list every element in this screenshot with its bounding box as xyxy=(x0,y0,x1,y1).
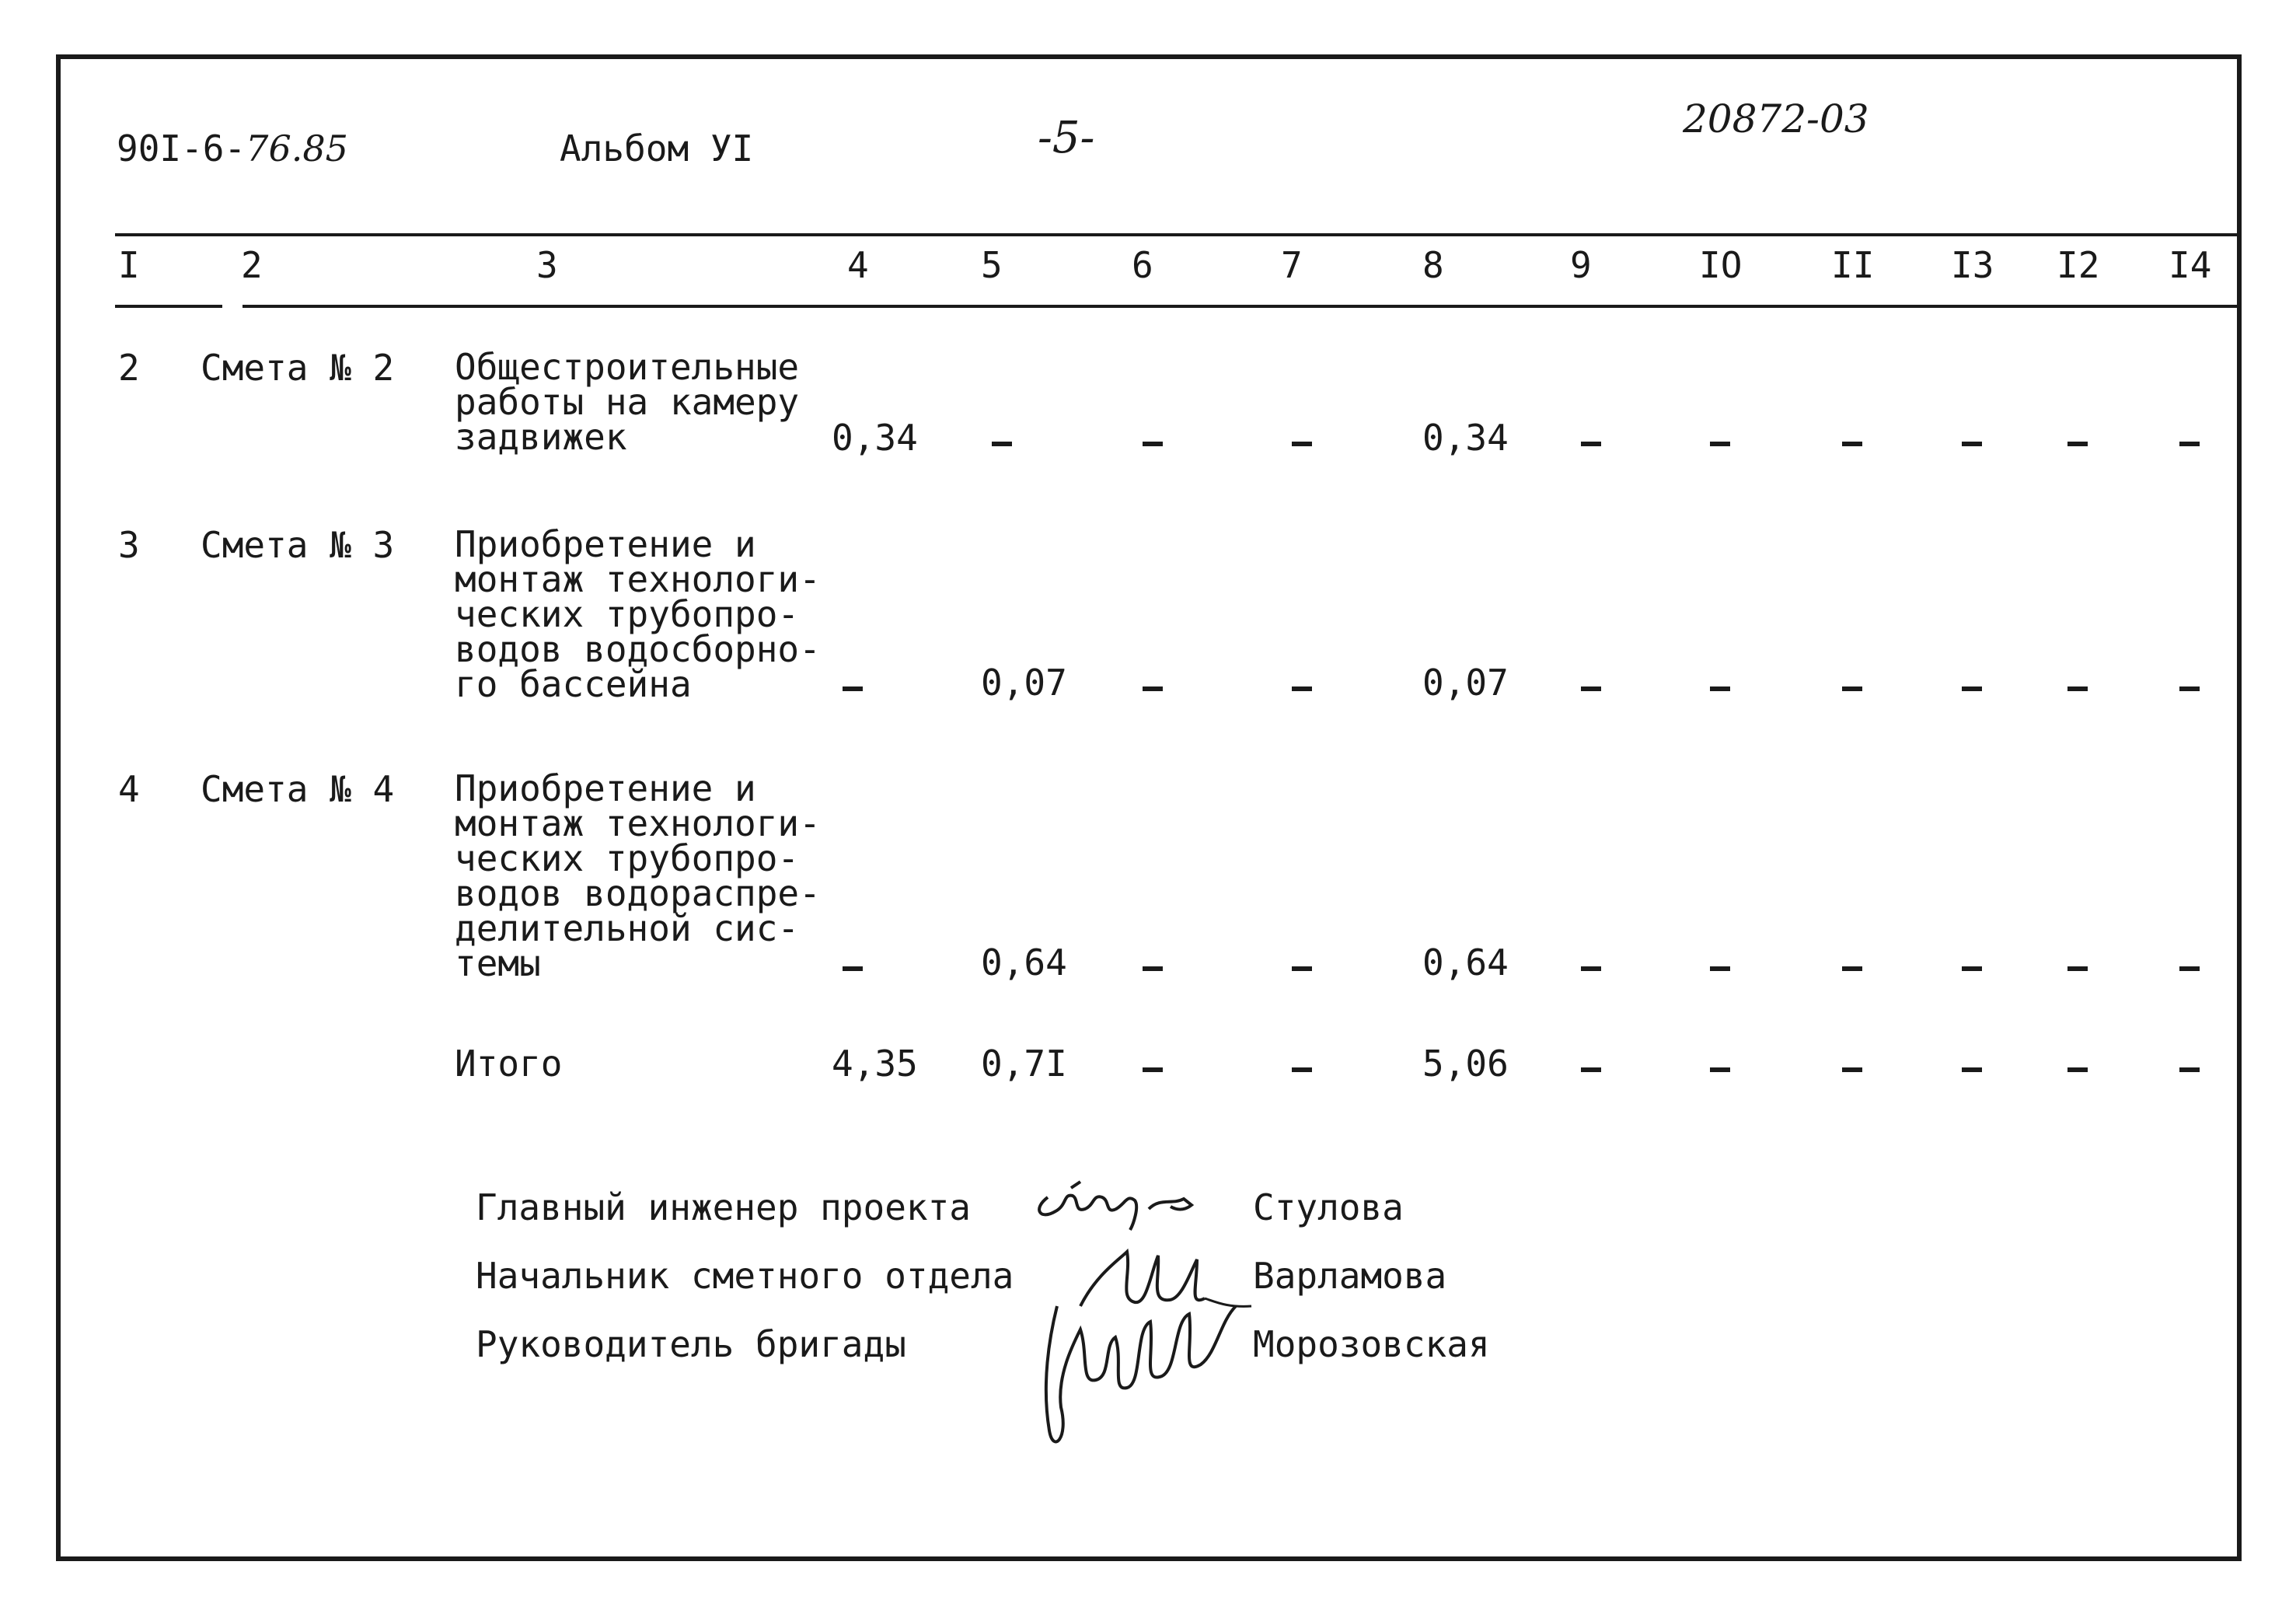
dash-cell xyxy=(1710,442,1730,446)
page-number: -5- xyxy=(1038,113,1095,163)
dash-cell xyxy=(1962,1067,1982,1072)
signature-brigade-leader xyxy=(1026,1275,1259,1462)
column-number: 8 xyxy=(1422,244,1444,286)
dash-cell xyxy=(1581,686,1601,691)
header-bottom-rule xyxy=(243,305,2238,308)
column-number: I xyxy=(118,244,140,286)
doc-code: 90I-6-76.85 xyxy=(117,128,348,169)
dash-cell xyxy=(992,442,1012,446)
album-label: Альбом УI xyxy=(560,128,754,169)
value-cell: 0,34 xyxy=(1422,417,1509,459)
description-line: Приобретение и xyxy=(455,767,756,809)
dash-cell xyxy=(2179,686,2200,691)
dash-cell xyxy=(2179,966,2200,971)
dash-cell xyxy=(1842,686,1862,691)
signature-title: Главный инженер проекта xyxy=(476,1186,971,1228)
description-line: водов водораспре- xyxy=(455,872,821,914)
row-number: 2 xyxy=(118,347,140,389)
description-line: ческих трубопро- xyxy=(455,593,800,635)
signature-title: Начальник сметного отдела xyxy=(476,1255,1014,1297)
value-cell: 0,64 xyxy=(1422,941,1509,983)
dash-cell xyxy=(2067,442,2088,446)
column-number: II xyxy=(1831,244,1875,286)
signature-name: Стулова xyxy=(1253,1186,1404,1228)
dash-cell xyxy=(1962,686,1982,691)
dash-cell xyxy=(1581,1067,1601,1072)
inventory-number: 20872-03 xyxy=(1683,96,1869,141)
dash-cell xyxy=(1962,966,1982,971)
description-line: водов водосборно- xyxy=(455,628,821,670)
estimate-label: Смета № 3 xyxy=(201,524,395,566)
column-number: I3 xyxy=(1951,244,1994,286)
signature-chief-engineer xyxy=(1024,1166,1203,1236)
description-line: монтаж технологи- xyxy=(455,558,821,600)
header-bottom-rule-left xyxy=(115,305,222,308)
dash-cell xyxy=(1962,442,1982,446)
description-line: го бассейна xyxy=(455,663,692,705)
column-number: 2 xyxy=(241,244,263,286)
column-number: I2 xyxy=(2057,244,2100,286)
estimate-label: Смета № 4 xyxy=(201,768,395,810)
column-number: 3 xyxy=(536,244,558,286)
signature-name: Варламова xyxy=(1253,1255,1447,1297)
column-number: 4 xyxy=(847,244,869,286)
dash-cell xyxy=(1581,442,1601,446)
value-cell: 0,64 xyxy=(981,941,1067,983)
total-label: Итого xyxy=(455,1043,563,1085)
value-cell: 0,07 xyxy=(981,662,1067,704)
description-line: делительной сис- xyxy=(455,907,800,949)
dash-cell xyxy=(1292,966,1312,971)
dash-cell xyxy=(1143,1067,1163,1072)
dash-cell xyxy=(1710,686,1730,691)
value-cell: 0,07 xyxy=(1422,662,1509,704)
estimate-label: Смета № 2 xyxy=(201,347,395,389)
description-line: Общестроительные xyxy=(455,346,800,388)
row-description xyxy=(455,523,821,705)
dash-cell xyxy=(1143,966,1163,971)
column-number: 6 xyxy=(1132,244,1153,286)
dash-cell xyxy=(1292,686,1312,691)
signature-name: Морозовская xyxy=(1253,1323,1490,1365)
dash-cell xyxy=(2067,1067,2088,1072)
dash-cell xyxy=(843,966,863,971)
dash-cell xyxy=(1842,442,1862,446)
row-number: 4 xyxy=(118,768,140,810)
dash-cell xyxy=(1581,966,1601,971)
dash-cell xyxy=(843,686,863,691)
value-cell: 0,34 xyxy=(832,417,918,459)
header-top-rule xyxy=(115,233,2238,236)
column-number: 5 xyxy=(981,244,1003,286)
dash-cell xyxy=(1143,442,1163,446)
description-line: монтаж технологи- xyxy=(455,802,821,844)
row-description xyxy=(455,346,800,458)
column-number: 9 xyxy=(1570,244,1592,286)
description-line: задвижек xyxy=(455,416,627,458)
description-line: ческих трубопро- xyxy=(455,837,800,879)
column-number: 7 xyxy=(1281,244,1303,286)
row-number: 3 xyxy=(118,524,140,566)
dash-cell xyxy=(1842,1067,1862,1072)
doc-code-handwritten: 76.85 xyxy=(246,128,348,169)
dash-cell xyxy=(1842,966,1862,971)
dash-cell xyxy=(2179,442,2200,446)
dash-cell xyxy=(1292,1067,1312,1072)
dash-cell xyxy=(2067,686,2088,691)
description-line: Приобретение и xyxy=(455,523,756,565)
value-cell: 5,06 xyxy=(1422,1043,1509,1085)
dash-cell xyxy=(2067,966,2088,971)
row-description xyxy=(455,767,821,984)
column-number: IO xyxy=(1699,244,1743,286)
column-number: I4 xyxy=(2169,244,2212,286)
dash-cell xyxy=(2179,1067,2200,1072)
dash-cell xyxy=(1710,1067,1730,1072)
dash-cell xyxy=(1710,966,1730,971)
value-cell: 0,7I xyxy=(981,1043,1067,1085)
value-cell: 4,35 xyxy=(832,1043,918,1085)
description-line: работы на камеру xyxy=(455,381,800,423)
dash-cell xyxy=(1292,442,1312,446)
dash-cell xyxy=(1143,686,1163,691)
description-line: темы xyxy=(455,942,541,984)
signature-title: Руководитель бригады xyxy=(476,1323,906,1365)
